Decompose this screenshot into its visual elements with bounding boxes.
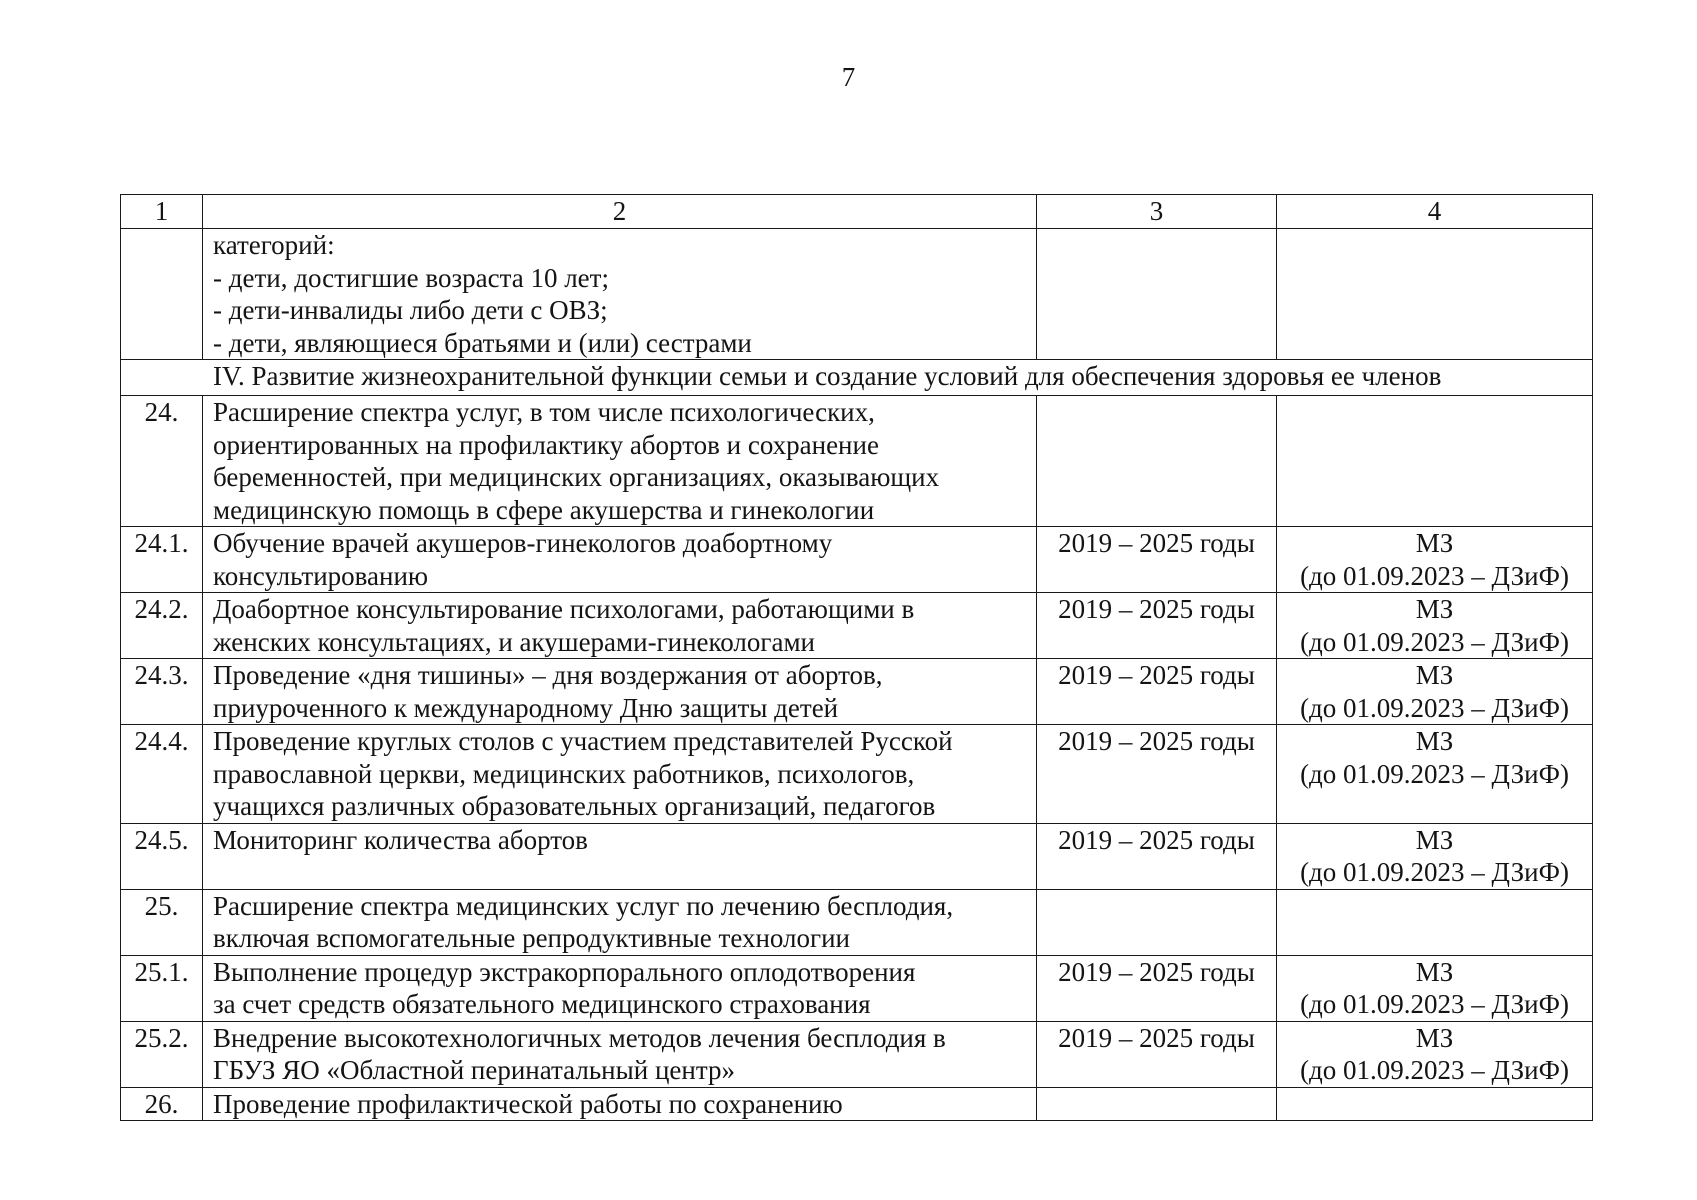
header-col-4: 4 <box>1277 195 1593 229</box>
continuation-row <box>121 229 1593 360</box>
row-executor-text: МЗ (до 01.09.2023 – ДЗиФ) <box>1300 528 1569 591</box>
row-number <box>121 1021 203 1087</box>
row-measure-text-text: Внедрение высокотехнологичных методов лечения бесплодия в ГБУЗ ЯО «Областной перинатальный центр» <box>213 1022 946 1085</box>
table-row <box>121 659 1593 725</box>
table-header-row <box>121 195 1593 229</box>
row-period <box>1037 659 1277 725</box>
row-number <box>121 396 203 527</box>
row-period <box>1037 527 1277 593</box>
row-executor <box>1277 396 1593 527</box>
row-period <box>1037 823 1277 889</box>
continuation-line: категорий: <box>213 230 335 260</box>
row-period-text: 2019 – 2025 годы <box>1058 1022 1255 1053</box>
section-row <box>121 360 1593 396</box>
header-col-2: 2 <box>203 195 1037 229</box>
row-number <box>121 527 203 593</box>
row-period <box>1037 1087 1277 1121</box>
row-measure-text <box>203 955 1037 1021</box>
row-executor-text: МЗ (до 01.09.2023 – ДЗиФ) <box>1300 956 1569 1019</box>
row-period <box>1037 1021 1277 1087</box>
row-measure-text <box>203 823 1037 889</box>
header-col-3: 3 <box>1037 195 1277 229</box>
row-measure-text <box>203 396 1037 527</box>
row-period-text: 2019 – 2025 годы <box>1058 594 1255 624</box>
row-executor-text: МЗ (до 01.09.2023 – ДЗиФ) <box>1300 1022 1569 1085</box>
table-row <box>121 725 1593 824</box>
row-executor <box>1277 955 1593 1021</box>
row-measure-text <box>203 659 1037 725</box>
row-period-text: 2019 – 2025 годы <box>1058 824 1255 855</box>
row-measure-text-text: Выполнение процедур экстракорпорального оплодотворения за счет средств обязательного медицинского страхования <box>213 956 916 1019</box>
row-executor-text: МЗ (до 01.09.2023 – ДЗиФ) <box>1300 594 1569 657</box>
row-executor <box>1277 1087 1593 1121</box>
row-executor <box>1277 593 1593 659</box>
row-period <box>1037 955 1277 1021</box>
row-period-text: 2019 – 2025 годы <box>1058 660 1255 690</box>
table-row <box>121 593 1593 659</box>
row-measure-text <box>203 527 1037 593</box>
header-col-1: 1 <box>121 195 203 229</box>
row-number <box>121 955 203 1021</box>
row-measure-text-text: Расширение спектра услуг, в том числе психологических, ориентированных на профилактику абортов и сохранение беременностей, при медицинских организациях, оказывающих медицинскую помощь в сфере акушерства и гинекологии <box>213 397 940 525</box>
table-row <box>121 955 1593 1021</box>
row-period-text: 2019 – 2025 годы <box>1058 956 1255 987</box>
row-executor <box>1277 889 1593 955</box>
continuation-text-cell <box>203 229 1037 360</box>
continuation-num-cell <box>121 229 203 360</box>
row-number-text: 25. <box>144 890 179 921</box>
row-period-text: 2019 – 2025 годы <box>1058 726 1255 756</box>
continuation-period-cell <box>1037 229 1277 360</box>
row-measure-text-text: Проведение профилактической работы по сохранению <box>213 1088 843 1119</box>
row-measure-text-text: Доабортное консультирование психологами, работающими в женских консультациях, и акушерами-гинекологами <box>213 594 915 657</box>
row-period <box>1037 593 1277 659</box>
row-number <box>121 889 203 955</box>
row-measure-text <box>203 889 1037 955</box>
row-number-text: 24. <box>144 397 179 427</box>
row-measure-text <box>203 1021 1037 1087</box>
row-measure-text-text: Расширение спектра медицинских услуг по лечению бесплодия, включая вспомогательные репродуктивные технологии <box>213 890 954 953</box>
row-number <box>121 823 203 889</box>
row-executor <box>1277 659 1593 725</box>
row-period <box>1037 889 1277 955</box>
table-row <box>121 823 1593 889</box>
row-executor-text: МЗ (до 01.09.2023 – ДЗиФ) <box>1300 660 1569 723</box>
row-executor <box>1277 725 1593 824</box>
row-number-text: 25.1. <box>134 956 189 987</box>
row-measure-text-text: Проведение круглых столов с участием представителей Русской православной церкви, медицинских работников, психологов, учащихся различных образовательных организаций, педагогов <box>213 726 953 821</box>
section-title: IV. Развитие жизнеохранительной функции семьи и создание условий для обеспечения здоровья ее членов <box>121 360 1593 396</box>
row-measure-text <box>203 593 1037 659</box>
row-measure-text-text: Проведение «дня тишины» – дня воздержания от абортов, приуроченного к международному Дню защиты детей <box>213 660 883 723</box>
row-number-text: 24.2. <box>134 594 189 624</box>
row-number <box>121 659 203 725</box>
row-measure-text <box>203 1087 1037 1121</box>
table-row <box>121 889 1593 955</box>
table-row <box>121 1087 1593 1121</box>
table-row <box>121 1021 1593 1087</box>
page-number: 7 <box>841 62 856 92</box>
row-number-text: 24.3. <box>134 660 189 690</box>
row-number <box>121 1087 203 1121</box>
table-row <box>121 396 1593 527</box>
row-measure-text-text: Мониторинг количества абортов <box>213 824 588 855</box>
row-executor-text: МЗ (до 01.09.2023 – ДЗиФ) <box>1300 726 1569 789</box>
continuation-line: - дети-инвалиды либо дети с ОВЗ; <box>213 295 608 325</box>
measures-table <box>120 194 1593 1121</box>
row-executor <box>1277 823 1593 889</box>
row-executor <box>1277 1021 1593 1087</box>
row-number-text: 24.1. <box>134 528 189 558</box>
row-number-text: 25.2. <box>134 1022 189 1053</box>
row-number <box>121 725 203 824</box>
row-period-text: 2019 – 2025 годы <box>1058 528 1255 558</box>
row-executor <box>1277 527 1593 593</box>
continuation-line: - дети, достигшие возраста 10 лет; <box>213 262 609 293</box>
row-period <box>1037 725 1277 824</box>
row-number-text: 24.5. <box>134 824 189 855</box>
continuation-line: - дети, являющиеся братьями и (или) сестрами <box>213 327 752 358</box>
row-period <box>1037 396 1277 527</box>
row-measure-text <box>203 725 1037 824</box>
row-number-text: 24.4. <box>134 726 189 756</box>
row-measure-text-text: Обучение врачей акушеров-гинекологов доабортному консультированию <box>213 528 833 591</box>
row-number-text: 26. <box>144 1088 179 1119</box>
continuation-executor-cell <box>1277 229 1593 360</box>
table-row <box>121 527 1593 593</box>
row-executor-text: МЗ (до 01.09.2023 – ДЗиФ) <box>1300 824 1569 887</box>
row-number <box>121 593 203 659</box>
